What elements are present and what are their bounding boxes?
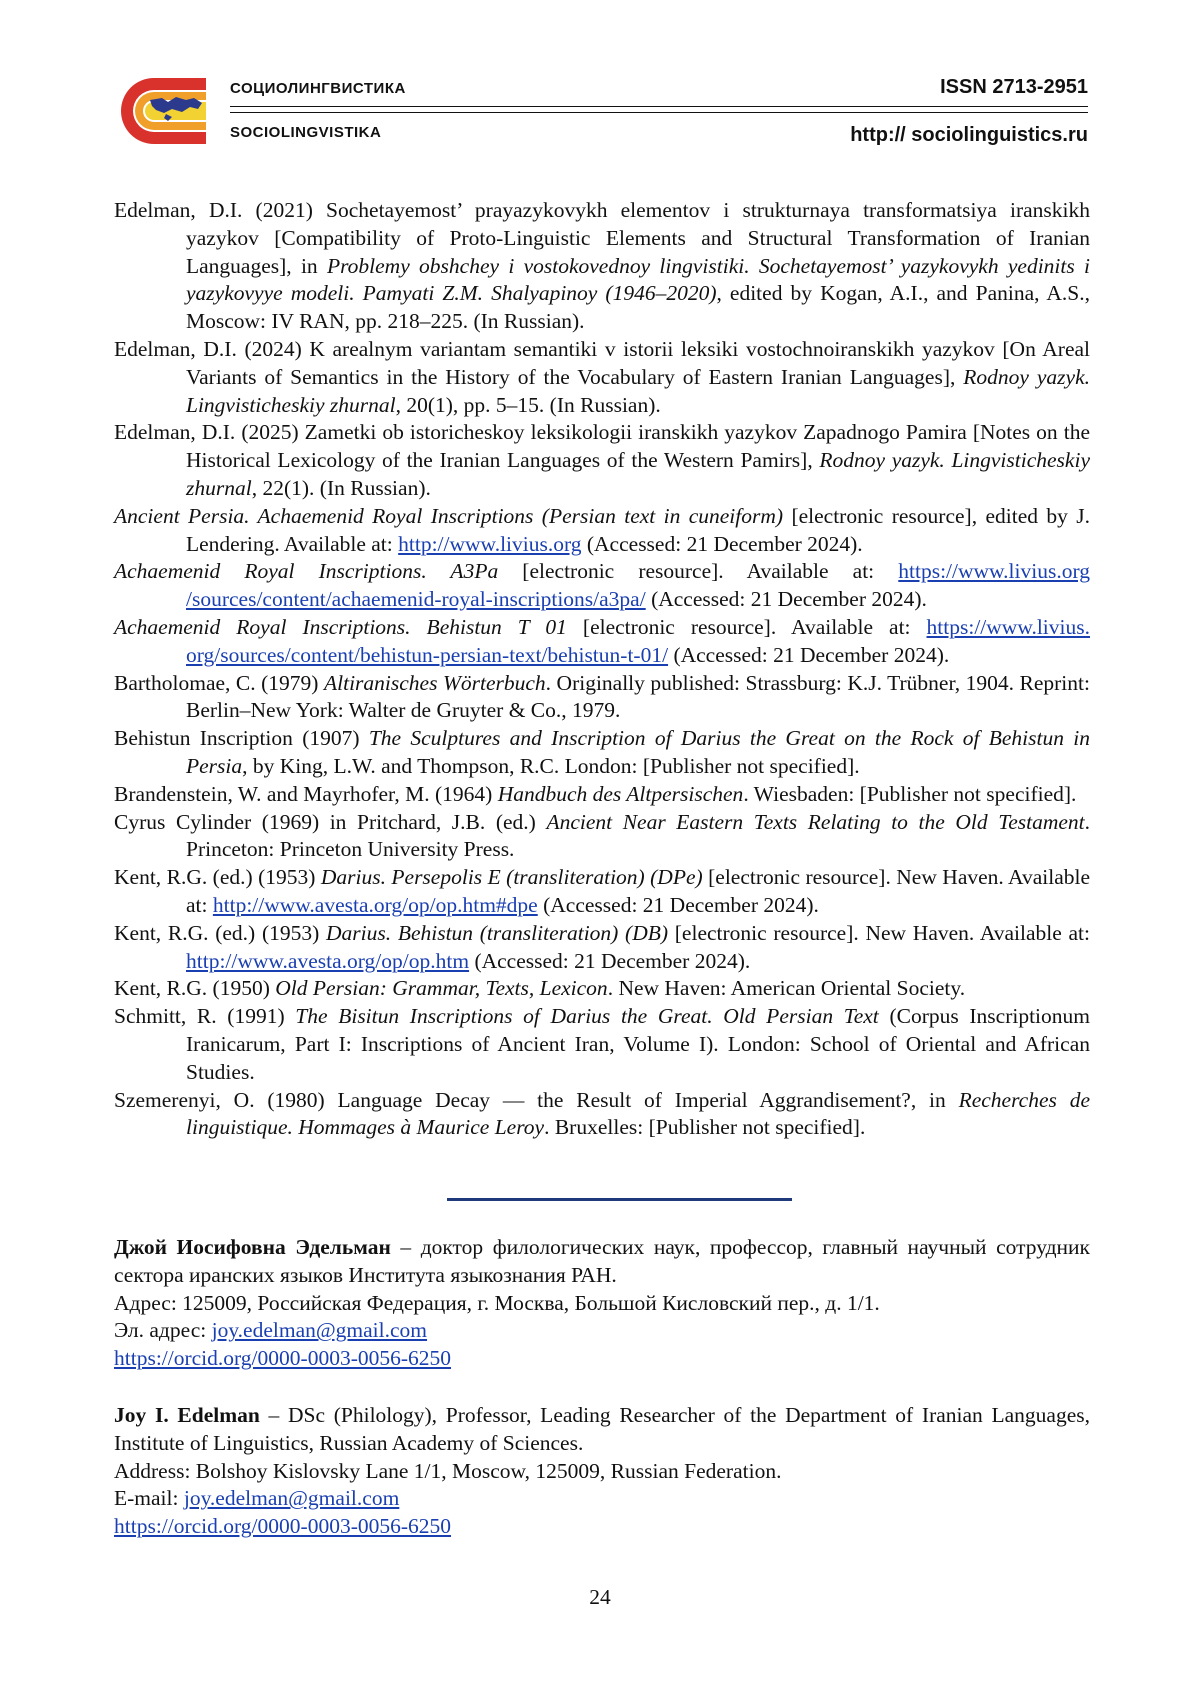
reference-link[interactable]: http://www.livius.org (398, 531, 582, 556)
reference-item (114, 419, 1090, 502)
author-email-link-ru[interactable]: joy.edelman@gmail.com (211, 1318, 428, 1343)
reference-item (114, 670, 1090, 726)
reference-text: , edited by Kogan, A.I., and Panina, A.S., Moscow: IV RAN, pp. 218–225. (In Russian). (186, 281, 1090, 334)
author-email-line-en (114, 1485, 1090, 1513)
reference-title: The Sculptures and Inscription of Darius the Great on the Rock of Behistun in Persia (186, 726, 1090, 778)
journal-logo-icon (110, 76, 210, 146)
reference-title: Old Persian: Grammar, Texts, Lexicon (275, 976, 608, 1001)
page-number: 24 (589, 1585, 611, 1609)
author-orcid-line-en (114, 1513, 1090, 1541)
reference-text: . Bruxelles: [Publisher not specified]. (544, 1115, 866, 1140)
reference-item (114, 614, 1090, 670)
author-address-ru: Адрес: 125009, Российская Федерация, г. Москва, Большой Кисловский пер., д. 1/1. (114, 1290, 880, 1315)
reference-title: Problemy obshchey i vostokovednoy lingvistiki. Sochetayemost’ yazykovykh yedinits i yazykovyye modeli. Pamyati Z.M. Shalyapinoy (1946–2020) (186, 253, 1090, 306)
reference-text: Behistun Inscription (1907) (114, 726, 369, 751)
author-bio-en (114, 1402, 1090, 1458)
author-info-en (114, 1402, 1090, 1541)
reference-item (114, 975, 1090, 1003)
reference-link[interactable]: https://www.livius.org /sources/content/achaemenid-royal-inscriptions/a3pa/ (186, 559, 1090, 612)
reference-text: Schmitt, R. (1991) (114, 1004, 296, 1029)
reference-list (114, 197, 1090, 1142)
reference-item (114, 197, 1090, 336)
reference-text: (Accessed: 21 December 2024). (581, 531, 863, 556)
reference-item (114, 864, 1090, 920)
reference-text: (Accessed: 21 December 2024). (668, 642, 950, 667)
reference-title: Achaemenid Royal Inscriptions. A3Pa (114, 559, 499, 584)
reference-text: (Accessed: 21 December 2024). (469, 948, 751, 973)
author-email-link-en[interactable]: joy.edelman@gmail.com (183, 1486, 400, 1511)
reference-item (114, 336, 1090, 419)
reference-text: Edelman, D.I. (2024) K arealnym variantam semantiki v istorii leksiki vostochnoiranskikh yazykov [On Areal Variants of Semantics in the History of the Vocabulary of Eastern Iranian Languages], (114, 336, 1090, 389)
reference-title: Achaemenid Royal Inscriptions. Behistun T 01 (114, 614, 567, 639)
reference-title: Darius. Persepolis E (transliteration) (DPe) (320, 865, 703, 890)
reference-text: Edelman, D.I. (2021) Sochetayemost’ prayazykovykh elementov i strukturnaya transformatsiya iranskikh yazykov [Compatibility of Proto-Linguistic Elements and Structural Transformation of Iranian Languages], in (114, 198, 1090, 278)
reference-link[interactable]: http://www.avesta.org/op/op.htm (186, 948, 470, 973)
journal-title-ru: СОЦИОЛИНГВИСТИКА (230, 80, 406, 97)
reference-text: (Accessed: 21 December 2024). (645, 587, 927, 612)
reference-title: Ancient Near Eastern Texts Relating to the Old Testament (546, 809, 1085, 834)
reference-text: Kent, R.G. (ed.) (1953) (114, 920, 326, 945)
journal-title-en: SOCIOLINGVISTIKA (230, 124, 382, 141)
author-orcid-link-ru[interactable]: https://orcid.org/0000-0003-0056-6250 (114, 1346, 452, 1371)
reference-text: (Corpus Inscriptionum Iranicarum, Part I: Inscriptions of Ancient Iran, Volume I). London: School of Oriental and African Studies. (186, 1004, 1091, 1084)
author-description-ru: – доктор филологических наук, профессор, главный научный сотрудник сектора иранских языков Института языкознания РАН. (114, 1235, 1091, 1287)
reference-link[interactable]: https://www.livius. org/sources/content/behistun-persian-text/behistun-t-01/ (186, 614, 1090, 667)
author-name-en: Joy I. Edelman (114, 1403, 260, 1427)
page-header (0, 0, 1200, 160)
email-label-ru: Эл. адрес: (114, 1318, 212, 1343)
reference-title: The Bisitun Inscriptions of Darius the Great. Old Persian Text (295, 1004, 879, 1029)
journal-website[interactable]: http:// sociolinguistics.ru (850, 124, 1088, 146)
author-name-ru: Джой Иосифовна Эдельман (114, 1235, 391, 1259)
author-email-line-ru (114, 1317, 1090, 1345)
reference-text: Bartholomae, C. (1979) (114, 670, 324, 695)
reference-item (114, 1003, 1090, 1086)
reference-text: . Originally published: Strassburg: K.J. Trübner, 1904. Reprint: Berlin–New York: Walter de Gruyter & Co., 1979. (186, 670, 1090, 723)
reference-text: Kent, R.G. (1950) (114, 976, 276, 1001)
reference-text: . New Haven: American Oriental Society. (607, 976, 966, 1001)
reference-text: [electronic resource]. New Haven. Available at: (668, 920, 1091, 945)
reference-item (114, 558, 1090, 614)
reference-text: [electronic resource], edited by J. Lendering. Available at: (186, 503, 1090, 556)
reference-title: Recherches de linguistique. Hommages à Maurice Leroy (186, 1087, 1090, 1140)
reference-text: Szemerenyi, O. (1980) Language Decay — the Result of Imperial Aggrandisement?, in (114, 1087, 959, 1112)
reference-text: . Princeton: Princeton University Press. (186, 809, 1091, 862)
author-description-en: – DSc (Philology), Professor, Leading Researcher of the Department of Iranian Languages, Institute of Linguistics, Russian Academy of Sciences. (114, 1403, 1090, 1455)
reference-item (114, 1087, 1090, 1143)
author-bio-ru (114, 1234, 1090, 1290)
reference-item (114, 503, 1090, 559)
author-orcid-line-ru (114, 1345, 1090, 1373)
reference-item (114, 781, 1090, 809)
reference-item (114, 725, 1090, 781)
reference-text: Edelman, D.I. (2025) Zametki ob istoricheskoy leksikologii iranskikh yazykov Zapadnogo Pamira [Notes on the Historical Lexicology of the Iranian Languages of the Western Pamirs], (114, 420, 1090, 473)
reference-title: Ancient Persia. Achaemenid Royal Inscriptions (Persian text in cuneiform) (114, 503, 784, 528)
author-address-en: Address: Bolshoy Kislovsky Lane 1/1, Moscow, 125009, Russian Federation. (114, 1458, 782, 1483)
reference-text: , 22(1). (In Russian). (251, 475, 431, 500)
reference-text: , 20(1), pp. 5–15. (In Russian). (395, 392, 661, 417)
reference-title: Darius. Behistun (transliteration) (DB) (325, 920, 669, 945)
reference-text: [electronic resource]. New Haven. Available at: (186, 865, 1091, 917)
reference-title: Rodnoy yazyk. Lingvisticheskiy zhurnal (186, 364, 1091, 417)
reference-item (114, 920, 1090, 976)
reference-title: Altiranisches Wörterbuch (323, 670, 546, 695)
email-label-en: E-mail: (114, 1486, 184, 1511)
header-rule-top (230, 106, 1088, 107)
section-divider (447, 1198, 792, 1201)
reference-text: Cyrus Cylinder (1969) in Pritchard, J.B. (ed.) (114, 809, 547, 834)
reference-text: [electronic resource]. Available at: (566, 614, 927, 639)
author-info-ru (114, 1234, 1090, 1373)
reference-item (114, 809, 1090, 865)
author-orcid-link-en[interactable]: https://orcid.org/0000-0003-0056-6250 (114, 1514, 452, 1539)
reference-text: (Accessed: 21 December 2024). (537, 892, 819, 917)
reference-text: . Wiesbaden: [Publisher not specified]. (743, 781, 1077, 806)
issn-label: ISSN 2713-2951 (940, 76, 1088, 98)
reference-title: Handbuch des Altpersischen (497, 781, 744, 806)
reference-text: Brandenstein, W. and Mayrhofer, M. (1964) (114, 781, 498, 806)
reference-text: , by King, L.W. and Thompson, R.C. London: [Publisher not specified]. (242, 753, 860, 778)
reference-link[interactable]: http://www.avesta.org/op/op.htm#dpe (212, 892, 538, 917)
reference-text: [electronic resource]. Available at: (498, 559, 899, 584)
reference-text: Kent, R.G. (ed.) (1953) (114, 865, 321, 890)
reference-title: Rodnoy yazyk. Lingvisticheskiy zhurnal (186, 448, 1090, 500)
header-rule-bottom (230, 112, 1088, 113)
